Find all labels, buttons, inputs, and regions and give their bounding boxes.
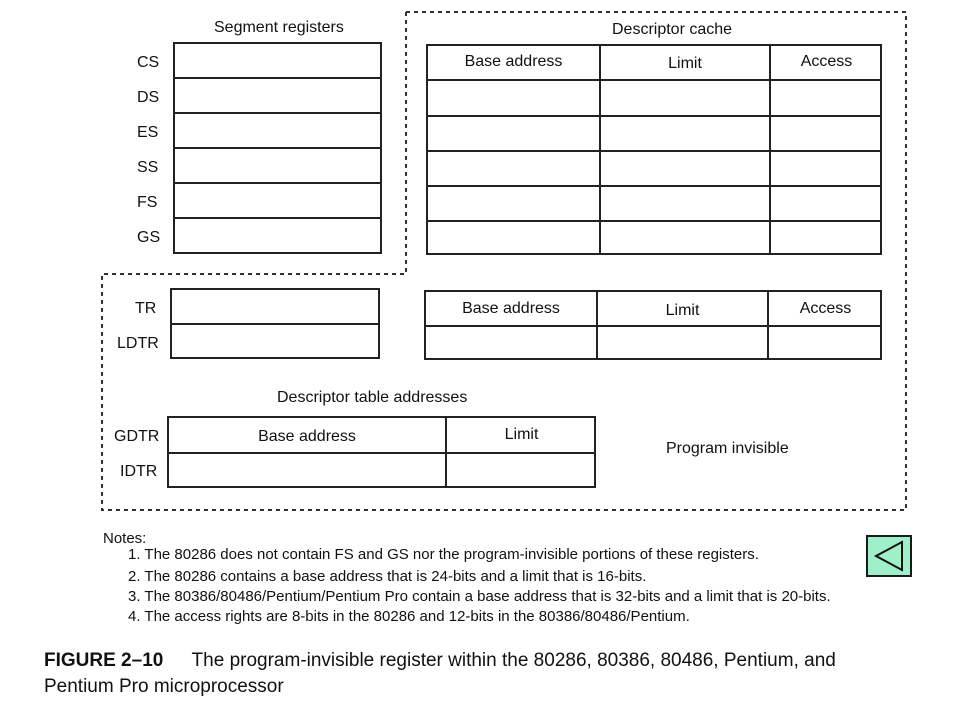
- note-4: 4. The access rights are 8-bits in the 80286 and 12-bits in the 80386/80486/Pentium.: [128, 608, 690, 625]
- figure-label: FIGURE 2–10: [44, 650, 164, 671]
- segment-registers-title: Segment registers: [214, 19, 344, 36]
- register-label-gs: GS: [137, 229, 161, 246]
- figure-caption: [44, 648, 944, 673]
- register-label-tr: TR: [135, 300, 157, 317]
- register-label-ldtr: LDTR: [117, 335, 159, 352]
- descriptor-cache-title: Descriptor cache: [612, 21, 733, 38]
- note-2: 2. The 80286 contains a base address that is 24-bits and a limit that is 16-bits.: [128, 568, 647, 585]
- cache-header-limit: Limit: [668, 55, 702, 72]
- register-label-es: ES: [137, 124, 159, 141]
- register-label-gdtr: GDTR: [114, 428, 160, 445]
- register-label-idtr: IDTR: [120, 463, 158, 480]
- register-label-fs: FS: [137, 194, 158, 211]
- cache-header-base: Base address: [464, 53, 563, 70]
- program-invisible-label: Program invisible: [666, 440, 789, 457]
- register-label-ds: DS: [137, 89, 160, 106]
- cache-header-access: Access: [800, 53, 853, 70]
- register-label-cs: CS: [137, 54, 160, 71]
- system-header-limit: Limit: [665, 302, 700, 319]
- system-header-access: Access: [799, 300, 852, 317]
- register-label-ss: SS: [137, 159, 159, 176]
- system-header-base: Base address: [462, 300, 560, 317]
- figure-caption-line2: Pentium Pro microprocessor: [44, 676, 284, 697]
- back-triangle-icon: [868, 537, 910, 575]
- note-1: 1. The 80286 does not contain FS and GS nor the program-invisible portions of these registers.: [128, 546, 759, 563]
- dt-header-limit: Limit: [504, 426, 539, 443]
- note-3: 3. The 80386/80486/Pentium/Pentium Pro contain a base address that is 32-bits and a limit that is 20-bits.: [128, 588, 831, 605]
- notes-heading: Notes:: [103, 530, 147, 547]
- figure-caption-line1: The program-invisible register within the 80286, 80386, 80486, Pentium, and: [191, 650, 836, 671]
- dt-header-base: Base address: [258, 428, 356, 445]
- back-button[interactable]: [866, 535, 912, 577]
- descriptor-table-addresses-title: Descriptor table addresses: [277, 389, 468, 406]
